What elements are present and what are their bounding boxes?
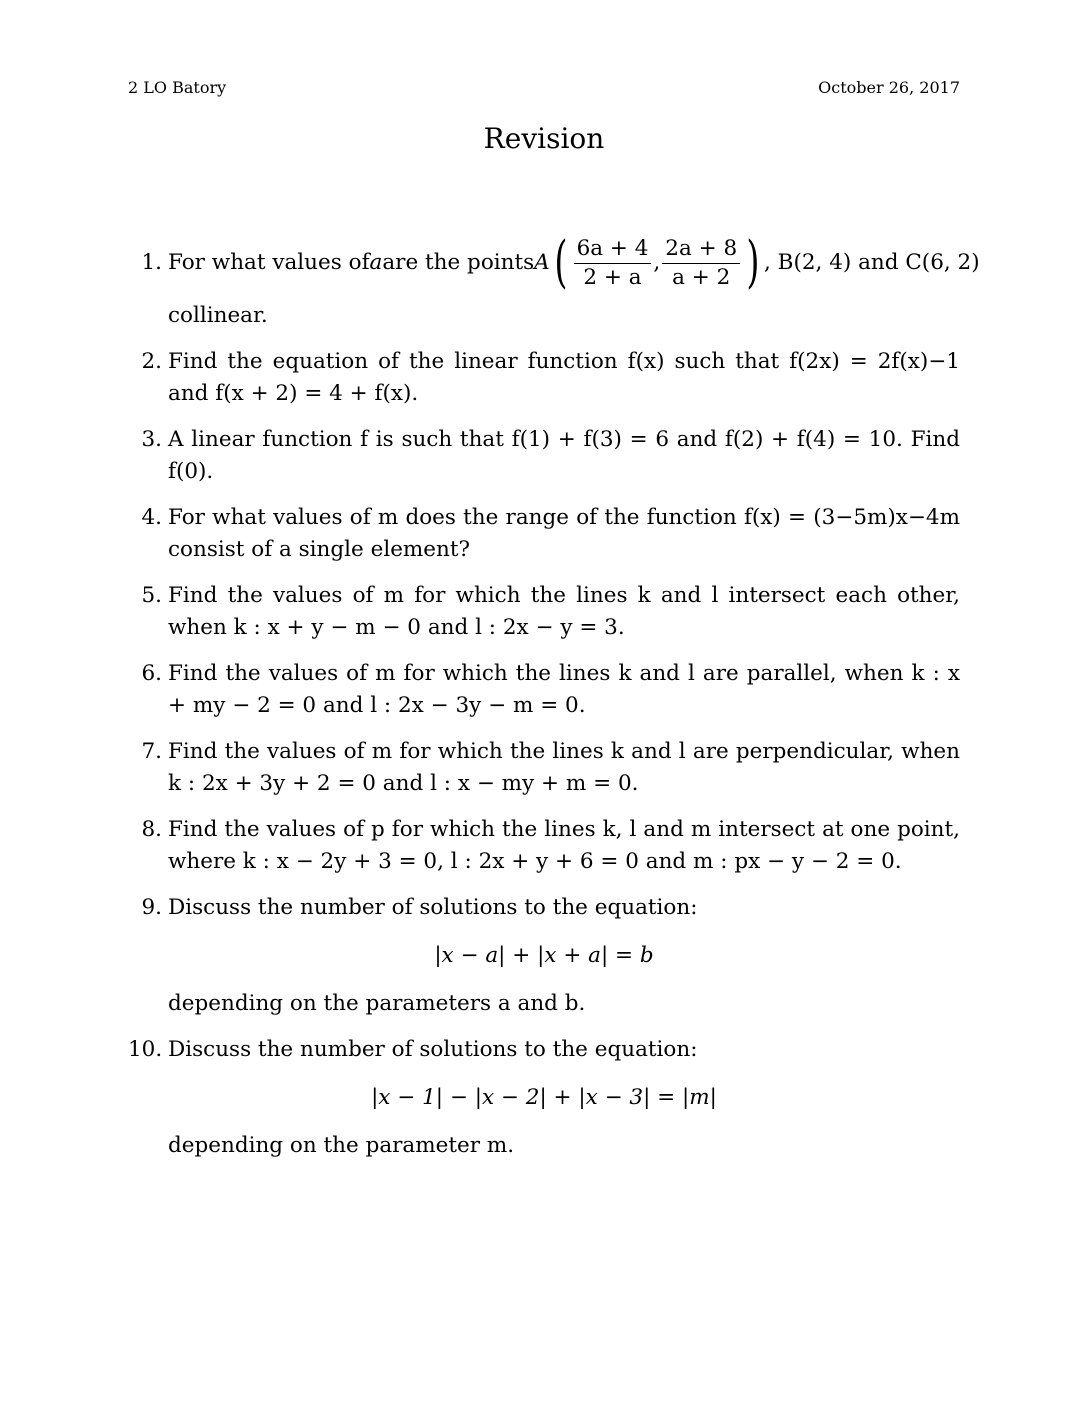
problem-8 xyxy=(128,814,960,878)
point-label: A xyxy=(534,250,550,275)
problem-followup: depending on the parameter m. xyxy=(168,1133,515,1158)
problem-number: 1. xyxy=(141,250,162,275)
header-date: October 26, 2017 xyxy=(818,78,960,97)
problem-1 xyxy=(128,226,980,332)
problem-text: Discuss the number of solutions to the equation: xyxy=(168,895,698,920)
problem-text: Find the values of m for which the lines k and l are parallel, when k : x + my − 2 = 0 and l : 2x − 3y − m = 0. xyxy=(168,661,960,718)
denominator: 2 + a xyxy=(583,264,642,290)
problem-number: 5. xyxy=(141,583,162,608)
problem-text: Find the values of m for which the lines k and l intersect each other, when k : x + y − m − 0 and l : 2x − y = 3. xyxy=(168,583,960,640)
problem-5 xyxy=(128,580,960,644)
problem-list xyxy=(128,226,980,1176)
problem-text: are the points xyxy=(382,250,535,275)
problem-number: 9. xyxy=(141,895,162,920)
problem-2 xyxy=(128,346,960,410)
problem-text: Find the values of p for which the lines k, l and m intersect at one point, where k : x − 2y + 3 = 0, l : 2x + y + 6 = 0 and m : px − y − 2 = 0. xyxy=(168,817,960,874)
problem-9 xyxy=(128,892,960,1020)
page-title: Revision xyxy=(483,122,605,155)
problem-text: A linear function f is such that f(1) + f(3) = 6 and f(2) + f(4) = 10. Find f(0). xyxy=(168,427,960,484)
header-school: 2 LO Batory xyxy=(128,78,227,97)
problem-text: , B(2, 4) and C(6, 2) xyxy=(763,250,980,275)
right-paren: ) xyxy=(746,230,760,295)
problem-number: 10. xyxy=(128,1037,163,1062)
problem-10 xyxy=(128,1034,960,1162)
problem-followup: depending on the parameters a and b. xyxy=(168,991,586,1016)
problem-6 xyxy=(128,658,960,722)
problem-number: 4. xyxy=(141,505,162,530)
problem-number: 2. xyxy=(141,349,162,374)
denominator: a + 2 xyxy=(672,264,731,290)
display-equation: |x − 1| − |x − 2| + |x − 3| = |m| xyxy=(371,1085,717,1110)
fraction-1 xyxy=(574,235,652,292)
numerator: 2a + 8 xyxy=(662,235,740,264)
problem-text: Find the values of m for which the lines k and l are perpendicular, when k : 2x + 3y + 2 = 0 and l : x − my + m = 0. xyxy=(168,739,960,796)
problem-number: 7. xyxy=(141,739,162,764)
left-paren: ( xyxy=(554,230,568,295)
problem-number: 6. xyxy=(141,661,162,686)
variable: a xyxy=(369,250,383,275)
display-equation: |x − a| + |x + a| = b xyxy=(434,943,654,968)
problem-text: For what values of xyxy=(168,250,370,275)
problem-text: Find the equation of the linear function f(x) such that f(2x) = 2f(x)−1 and f(x + 2) = 4 + f(x). xyxy=(168,349,960,406)
problem-7 xyxy=(128,736,960,800)
problem-text: Discuss the number of solutions to the equation: xyxy=(168,1037,698,1062)
problem-number: 8. xyxy=(141,817,162,842)
fraction-2 xyxy=(662,235,740,292)
problem-number: 3. xyxy=(141,427,162,452)
problem-4 xyxy=(128,502,960,566)
problem-text: For what values of m does the range of the function f(x) = (3−5m)x−4m consist of a single element? xyxy=(168,505,960,562)
problem-text: collinear. xyxy=(168,303,268,328)
problem-1-line: For what values of a are the points A ( $\frac{6a + 4}{2 + a}$ , $\frac{2a + 8}{a + 2}$ ) , B(2, 4) and C(6, 2) xyxy=(168,230,980,295)
numerator: 6a + 4 xyxy=(574,235,652,264)
problem-3 xyxy=(128,424,960,488)
